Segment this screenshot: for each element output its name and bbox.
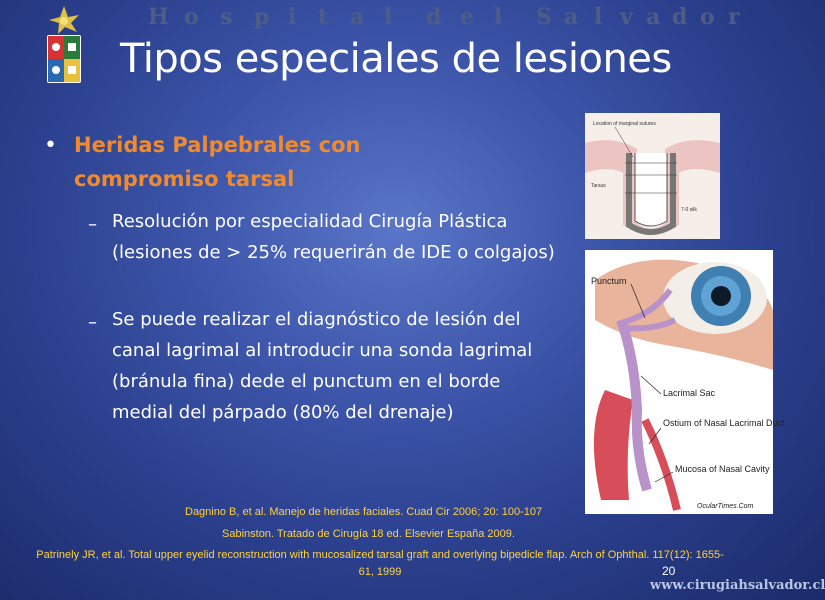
page-number: 20 — [662, 564, 676, 578]
diagram-label-punctum: Punctum — [591, 276, 627, 286]
diagram-label-ostium-text: Ostium of Nasal Lacrimal Duct — [663, 418, 785, 428]
university-crest-logo — [38, 4, 90, 88]
lacrimal-system-diagram — [585, 250, 785, 514]
diagram-label-ostium — [663, 418, 785, 428]
diagram-label-lacrimal-sac: Lacrimal Sac — [663, 388, 716, 398]
reference-patrinely: Patrinely JR, et al. Total upper eyelid reconstruction with mucosalized tarsal graft and overlying bipedicle flap. Arch of Ophthal. 117(12): 1655-61, 1999 — [36, 549, 724, 578]
hospital-letter: S — [536, 4, 552, 30]
hospital-letter: i — [288, 4, 297, 30]
hospital-letter: a — [564, 4, 579, 30]
diagram-label-sutures: Location of marginal sutures — [593, 121, 656, 127]
hospital-letter: d — [672, 4, 688, 30]
eyelid-suture-diagram — [585, 113, 720, 239]
dash-icon: – — [88, 312, 97, 333]
reference-sabinston: Sabinston. Tratado de Cirugía 18 ed. Elsevier España 2009. — [222, 528, 515, 540]
hospital-letter: a — [350, 4, 365, 30]
slide-title: Tipos especiales de lesiones — [120, 36, 672, 82]
hospital-letter: d — [426, 4, 442, 30]
bullet-icon: • — [44, 133, 57, 158]
sub-bullet-2: Se puede realizar el diagnóstico de lesión del canal lagrimal al introducir una sonda lagrimal (bránula fina) dede el punctum en el borde medial del párpado (80% del drenaje) — [112, 309, 533, 423]
bullet-heading: Heridas Palpebrales con compromiso tarsal — [74, 133, 361, 191]
hospital-letter: t — [318, 4, 329, 30]
footer-url: www.cirugiahsalvador.cl — [650, 578, 825, 593]
dash-icon: – — [88, 214, 97, 235]
diagram-label-silk: 7-0 silk — [681, 207, 697, 213]
hospital-name — [148, 4, 740, 30]
hospital-letter: H — [148, 4, 169, 30]
star-icon — [49, 6, 79, 34]
hospital-letter: s — [220, 4, 233, 30]
diagram-label-tarsus: Tarsus — [591, 183, 606, 189]
hospital-letter: p — [254, 4, 270, 30]
reference-dagnino: Dagnino B, et al. Manejo de heridas faciales. Cuad Cir 2006; 20: 100-107 — [185, 506, 543, 518]
hospital-letter: v — [620, 4, 633, 30]
hospital-letter: l — [594, 4, 603, 30]
hospital-letter: o — [184, 4, 199, 30]
hospital-letter: l — [384, 4, 393, 30]
hospital-letter: l — [494, 4, 503, 30]
hospital-letter: o — [700, 4, 715, 30]
sub-bullet-1: Resolución por especialidad Cirugía Plástica (lesiones de > 25% requerirán de IDE o colgajos) — [112, 211, 555, 263]
hospital-letter: r — [728, 4, 740, 30]
hospital-letter: a — [646, 4, 661, 30]
hospital-letter: e — [460, 4, 474, 30]
diagram-label-mucosa: Mucosa of Nasal Cavity — [675, 464, 770, 474]
diagram-credit: OcularTimes.Com — [697, 503, 754, 510]
